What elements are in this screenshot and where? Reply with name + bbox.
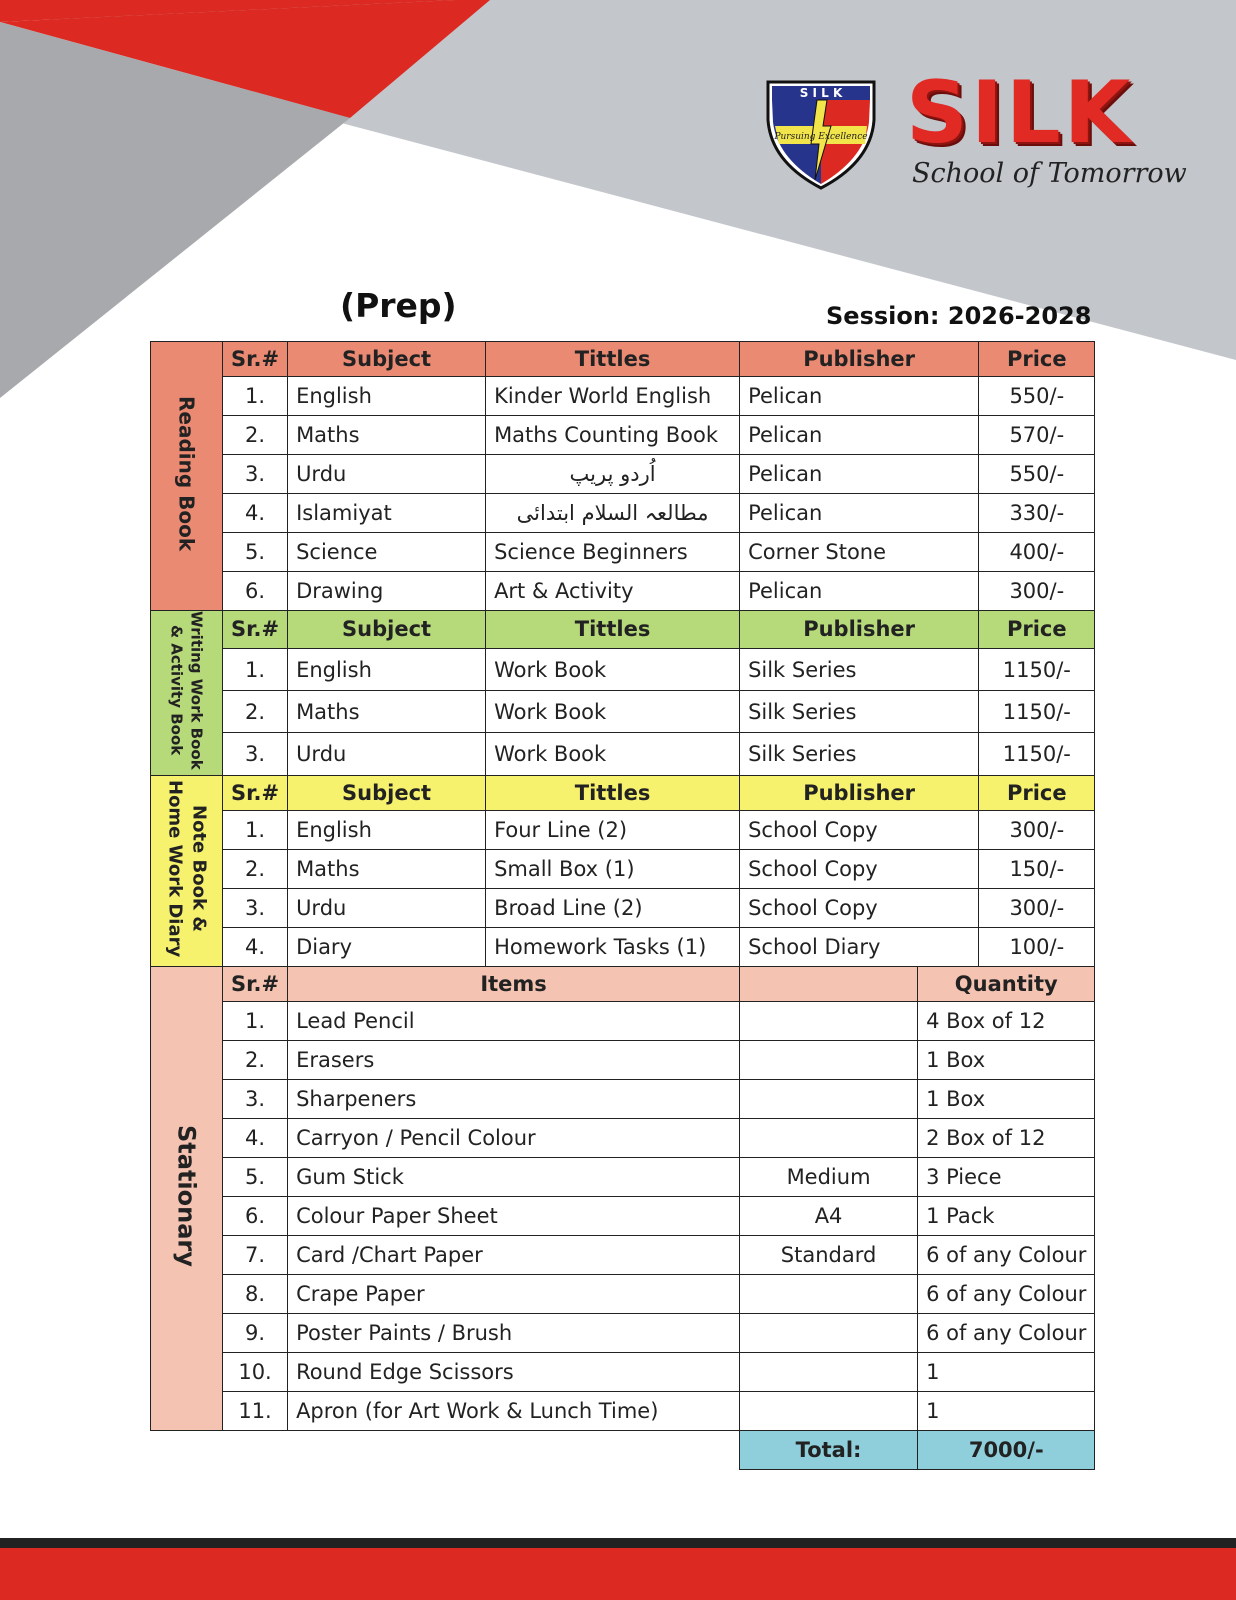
row-publisher: Pelican bbox=[740, 572, 979, 611]
row-subject: Maths bbox=[288, 849, 486, 888]
header-subject: Subject bbox=[288, 342, 486, 377]
header-price: Price bbox=[979, 342, 1095, 377]
row-quantity: 4 Box of 12 bbox=[918, 1001, 1095, 1040]
row-price: 150/- bbox=[979, 849, 1095, 888]
row-sr: 11. bbox=[223, 1391, 288, 1430]
school-crest-icon bbox=[765, 80, 877, 190]
row-item: Gum Stick bbox=[288, 1157, 740, 1196]
row-title: اُردو پریپ bbox=[486, 455, 740, 494]
row-sr: 1. bbox=[223, 377, 288, 416]
row-publisher: Silk Series bbox=[740, 691, 979, 733]
row-quantity: 1 Box bbox=[918, 1079, 1095, 1118]
header-titles: Tittles bbox=[486, 775, 740, 810]
row-sr: 9. bbox=[223, 1313, 288, 1352]
row-sr: 2. bbox=[223, 691, 288, 733]
row-quantity: 2 Box of 12 bbox=[918, 1118, 1095, 1157]
row-spec: A4 bbox=[740, 1196, 918, 1235]
crest-letters: S I L K bbox=[799, 86, 843, 100]
row-item: Apron (for Art Work & Lunch Time) bbox=[288, 1391, 740, 1430]
row-subject: Drawing bbox=[288, 572, 486, 611]
header-spec bbox=[740, 966, 918, 1001]
row-item: Crape Paper bbox=[288, 1274, 740, 1313]
row-price: 400/- bbox=[979, 533, 1095, 572]
row-subject: English bbox=[288, 648, 486, 690]
header-subject: Subject bbox=[288, 775, 486, 810]
row-subject: English bbox=[288, 810, 486, 849]
notebook-header-row bbox=[151, 775, 1095, 810]
row-publisher: School Diary bbox=[740, 927, 979, 966]
row-item: Card /Chart Paper bbox=[288, 1235, 740, 1274]
row-sr: 5. bbox=[223, 1157, 288, 1196]
row-sr: 4. bbox=[223, 494, 288, 533]
row-publisher: Silk Series bbox=[740, 733, 979, 775]
row-item: Round Edge Scissors bbox=[288, 1352, 740, 1391]
table-row bbox=[151, 810, 1095, 849]
row-subject: Islamiyat bbox=[288, 494, 486, 533]
row-sr: 8. bbox=[223, 1274, 288, 1313]
row-title: Art & Activity bbox=[486, 572, 740, 611]
total-label: Total: bbox=[740, 1430, 918, 1469]
row-subject: Science bbox=[288, 533, 486, 572]
row-sr: 6. bbox=[223, 572, 288, 611]
header-quantity: Quantity bbox=[918, 966, 1095, 1001]
row-price: 100/- bbox=[979, 927, 1095, 966]
row-title: Homework Tasks (1) bbox=[486, 927, 740, 966]
row-sr: 3. bbox=[223, 455, 288, 494]
table-row bbox=[151, 849, 1095, 888]
brand-name: SILK bbox=[906, 63, 1134, 163]
stationary-header-row bbox=[151, 966, 1095, 1001]
row-subject: Urdu bbox=[288, 733, 486, 775]
row-spec bbox=[740, 1040, 918, 1079]
row-publisher: School Copy bbox=[740, 810, 979, 849]
header-sr: Sr.# bbox=[223, 342, 288, 377]
row-sr: 3. bbox=[223, 733, 288, 775]
row-price: 1150/- bbox=[979, 648, 1095, 690]
table-row bbox=[151, 533, 1095, 572]
table-row bbox=[151, 691, 1095, 733]
row-item: Carryon / Pencil Colour bbox=[288, 1118, 740, 1157]
row-spec bbox=[740, 1001, 918, 1040]
table-row bbox=[151, 888, 1095, 927]
row-spec: Standard bbox=[740, 1235, 918, 1274]
row-sr: 3. bbox=[223, 1079, 288, 1118]
row-sr: 1. bbox=[223, 810, 288, 849]
notebook-label-line2: Home Work Diary bbox=[164, 779, 186, 957]
row-subject: Urdu bbox=[288, 888, 486, 927]
row-title: Science Beginners bbox=[486, 533, 740, 572]
row-title: Broad Line (2) bbox=[486, 888, 740, 927]
workbook-section-label bbox=[151, 611, 223, 776]
reading-section-label: Reading Book bbox=[151, 342, 223, 611]
header-sr: Sr.# bbox=[223, 775, 288, 810]
header-titles: Tittles bbox=[486, 342, 740, 377]
header-sr: Sr.# bbox=[223, 611, 288, 649]
row-price: 330/- bbox=[979, 494, 1095, 533]
header-sr: Sr.# bbox=[223, 966, 288, 1001]
book-list-table bbox=[150, 341, 1095, 1470]
row-sr: 1. bbox=[223, 648, 288, 690]
row-sr: 3. bbox=[223, 888, 288, 927]
notebook-section-label bbox=[151, 775, 223, 966]
header-subject: Subject bbox=[288, 611, 486, 649]
notebook-label-line1: Note Book & bbox=[188, 804, 210, 932]
session-label: Session: 2026-2028 bbox=[826, 302, 1092, 330]
footer-dark-strip bbox=[0, 1538, 1236, 1548]
row-publisher: Pelican bbox=[740, 455, 979, 494]
row-title: مطالعہ السلام ابتدائی bbox=[486, 494, 740, 533]
row-spec bbox=[740, 1352, 918, 1391]
header-publisher: Publisher bbox=[740, 611, 979, 649]
header-price: Price bbox=[979, 775, 1095, 810]
row-sr: 5. bbox=[223, 533, 288, 572]
total-row bbox=[151, 1430, 1095, 1469]
reading-header-row bbox=[151, 342, 1095, 377]
table-row bbox=[151, 1118, 1095, 1157]
row-title: Work Book bbox=[486, 648, 740, 690]
header-publisher: Publisher bbox=[740, 342, 979, 377]
row-price: 300/- bbox=[979, 810, 1095, 849]
row-title: Small Box (1) bbox=[486, 849, 740, 888]
row-price: 550/- bbox=[979, 377, 1095, 416]
row-subject: Diary bbox=[288, 927, 486, 966]
row-publisher: School Copy bbox=[740, 849, 979, 888]
table-row bbox=[151, 733, 1095, 775]
row-spec bbox=[740, 1079, 918, 1118]
row-title: Maths Counting Book bbox=[486, 416, 740, 455]
row-sr: 4. bbox=[223, 927, 288, 966]
row-sr: 2. bbox=[223, 416, 288, 455]
table-row bbox=[151, 1313, 1095, 1352]
table-row bbox=[151, 572, 1095, 611]
row-item: Colour Paper Sheet bbox=[288, 1196, 740, 1235]
table-row bbox=[151, 1157, 1095, 1196]
row-publisher: Silk Series bbox=[740, 648, 979, 690]
row-sr: 4. bbox=[223, 1118, 288, 1157]
row-sr: 2. bbox=[223, 849, 288, 888]
row-subject: English bbox=[288, 377, 486, 416]
table-row bbox=[151, 1235, 1095, 1274]
table-row bbox=[151, 1079, 1095, 1118]
table-row bbox=[151, 1352, 1095, 1391]
row-price: 550/- bbox=[979, 455, 1095, 494]
row-item: Sharpeners bbox=[288, 1079, 740, 1118]
table-row bbox=[151, 416, 1095, 455]
class-level-title: (Prep) bbox=[340, 286, 457, 325]
table-row bbox=[151, 648, 1095, 690]
row-item: Poster Paints / Brush bbox=[288, 1313, 740, 1352]
row-quantity: 1 Pack bbox=[918, 1196, 1095, 1235]
row-quantity: 6 of any Colour bbox=[918, 1274, 1095, 1313]
total-value: 7000/- bbox=[918, 1430, 1095, 1469]
row-spec bbox=[740, 1274, 918, 1313]
row-publisher: Pelican bbox=[740, 377, 979, 416]
row-subject: Urdu bbox=[288, 455, 486, 494]
row-price: 570/- bbox=[979, 416, 1095, 455]
row-price: 300/- bbox=[979, 572, 1095, 611]
row-item: Erasers bbox=[288, 1040, 740, 1079]
workbook-label-line2: & Activity Book bbox=[167, 625, 186, 756]
brand-tagline: School of Tomorrow bbox=[912, 158, 1187, 189]
footer-red-band bbox=[0, 1548, 1236, 1600]
row-item: Lead Pencil bbox=[288, 1001, 740, 1040]
row-subject: Maths bbox=[288, 416, 486, 455]
row-spec bbox=[740, 1118, 918, 1157]
table-row bbox=[151, 1274, 1095, 1313]
header-price: Price bbox=[979, 611, 1095, 649]
header-publisher: Publisher bbox=[740, 775, 979, 810]
row-price: 1150/- bbox=[979, 733, 1095, 775]
row-sr: 7. bbox=[223, 1235, 288, 1274]
row-spec: Medium bbox=[740, 1157, 918, 1196]
row-publisher: School Copy bbox=[740, 888, 979, 927]
row-title: Work Book bbox=[486, 733, 740, 775]
row-subject: Maths bbox=[288, 691, 486, 733]
stationary-section-label: Stationary bbox=[151, 966, 223, 1430]
row-title: Work Book bbox=[486, 691, 740, 733]
row-price: 1150/- bbox=[979, 691, 1095, 733]
workbook-header-row bbox=[151, 611, 1095, 649]
row-quantity: 6 of any Colour bbox=[918, 1313, 1095, 1352]
table-row bbox=[151, 1001, 1095, 1040]
row-sr: 1. bbox=[223, 1001, 288, 1040]
row-sr: 10. bbox=[223, 1352, 288, 1391]
row-title: Kinder World English bbox=[486, 377, 740, 416]
row-publisher: Corner Stone bbox=[740, 533, 979, 572]
row-sr: 6. bbox=[223, 1196, 288, 1235]
row-spec bbox=[740, 1391, 918, 1430]
row-quantity: 3 Piece bbox=[918, 1157, 1095, 1196]
table-row bbox=[151, 455, 1095, 494]
crest-motto: Pursuing Excellence bbox=[774, 132, 868, 142]
header-items: Items bbox=[288, 966, 740, 1001]
row-publisher: Pelican bbox=[740, 416, 979, 455]
row-quantity: 6 of any Colour bbox=[918, 1235, 1095, 1274]
row-sr: 2. bbox=[223, 1040, 288, 1079]
header-titles: Tittles bbox=[486, 611, 740, 649]
table-row bbox=[151, 1196, 1095, 1235]
row-publisher: Pelican bbox=[740, 494, 979, 533]
table-row bbox=[151, 1040, 1095, 1079]
row-price: 300/- bbox=[979, 888, 1095, 927]
table-row bbox=[151, 927, 1095, 966]
row-quantity: 1 bbox=[918, 1352, 1095, 1391]
row-quantity: 1 Box bbox=[918, 1040, 1095, 1079]
workbook-label-line1: Writing Work Book bbox=[187, 611, 206, 770]
row-spec bbox=[740, 1313, 918, 1352]
table-row bbox=[151, 494, 1095, 533]
table-row bbox=[151, 1391, 1095, 1430]
table-row bbox=[151, 377, 1095, 416]
row-quantity: 1 bbox=[918, 1391, 1095, 1430]
row-title: Four Line (2) bbox=[486, 810, 740, 849]
